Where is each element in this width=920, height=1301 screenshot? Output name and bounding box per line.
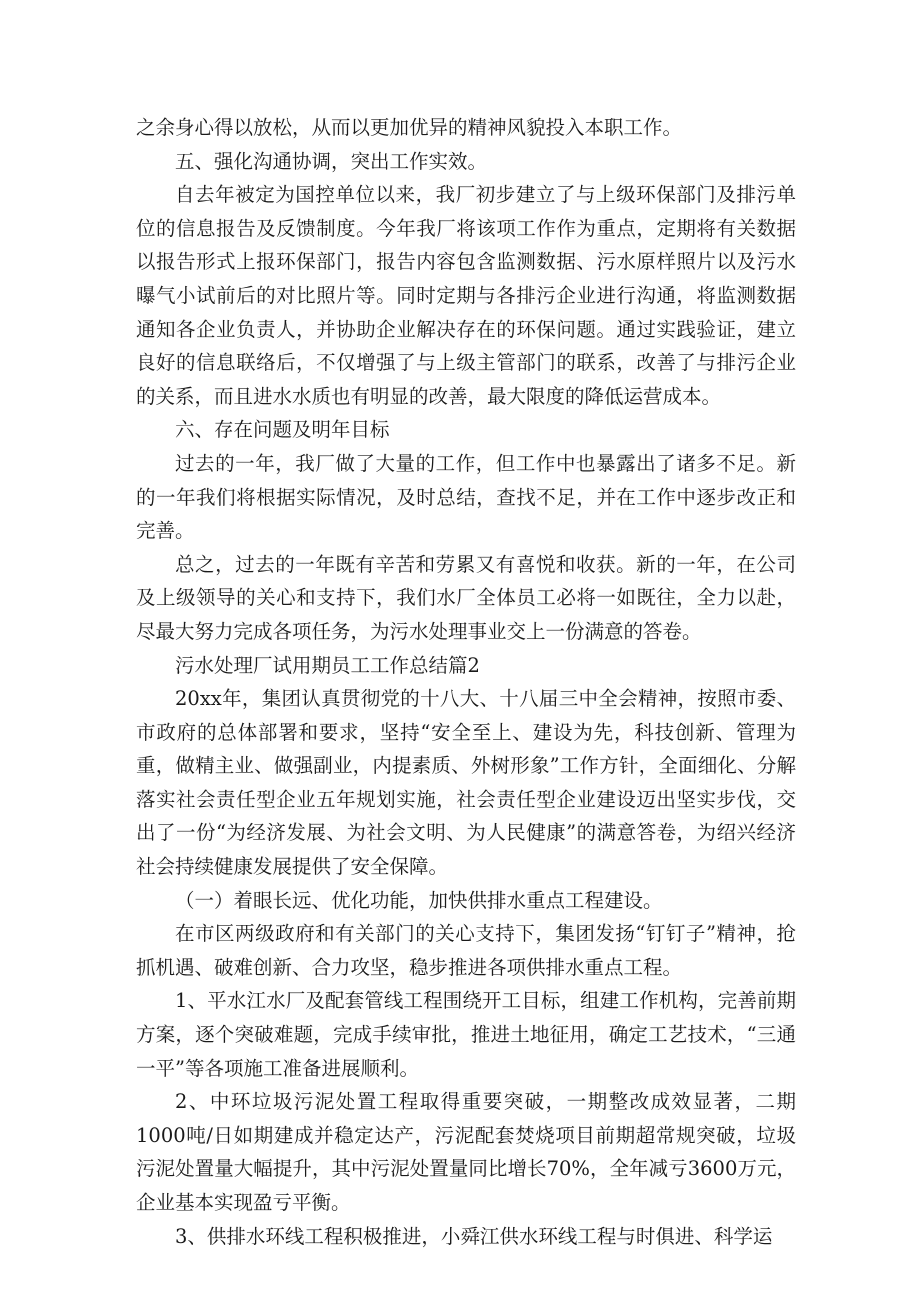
article-title-part2: 污水处理厂试用期员工工作总结篇2 — [175, 653, 480, 677]
subsection-heading-one: （一）着眼长远、优化功能，加快供排水重点工程建设。 — [175, 888, 663, 912]
list-item-1: 1、平水江水厂及配套管线工程围绕开工目标，组建工作机构，完善前期方案，逐个突破难题，完成手续审批，推进土地征用，确定工艺技术，“三通一平”等各项施工准备进展顺利。 — [136, 989, 796, 1080]
paragraph-summary: 总之，过去的一年既有辛苦和劳累又有喜悦和收获。新的一年，在公司及上级领导的关心和支持下，我们水厂全体员工必将一如既往，全力以赴，尽最大努力完成各项任务，为污水处理事业交上一份满意的答卷。 — [136, 552, 796, 643]
paragraph-problems: 过去的一年，我厂做了大量的工作，但工作中也暴露出了诸多不足。新的一年我们将根据实际情况，及时总结，查找不足，并在工作中逐步改正和完善。 — [136, 451, 796, 543]
document-body — [136, 111, 796, 1253]
section-heading-five: 五、强化沟通协调，突出工作实效。 — [175, 149, 488, 173]
list-item-2: 2、中环垃圾污泥处置工程取得重要突破，一期整改成效显著，二期1000吨/日如期建成并稳定达产，污泥配套焚烧项目前期超常规突破，垃圾污泥处置量大幅提升，其中污泥处置量同比增长70%，全年减亏3600万元，企业基本实现盈亏平衡。 — [136, 1090, 796, 1214]
paragraph-continuation: 之余身心得以放松，从而以更加优异的精神风貌投入本职工作。 — [136, 116, 683, 139]
list-item-3: 3、供排水环线工程积极推进，小舜江供水环线工程与时俱进、科学运 — [175, 1224, 773, 1248]
paragraph-key-projects: 在市区两级政府和有关部门的关心支持下，集团发扬“钉钉子”精神，抢抓机遇、破难创新、合力攻坚，稳步推进各项供排水重点工程。 — [136, 922, 796, 979]
section-heading-six: 六、存在问题及明年目标 — [175, 418, 390, 442]
paragraph-annual-overview: 20xx年，集团认真贯彻党的十八大、十八届三中全会精神，按照市委、市政府的总体部署和要求，坚持“安全至上、建设为先，科技创新、管理为重，做精主业、做强副业，内提素质、外树形象”工作方针，全面细化、分解落实社会责任型企业五年规划实施，社会责任型企业建设迈出坚实步伐，交出了一份“为经济发展、为社会文明、为人民健康”的满意答卷，为绍兴经济社会持续健康发展提供了安全保障。 — [136, 687, 796, 879]
paragraph-communication: 自去年被定为国控单位以来，我厂初步建立了与上级环保部门及排污单位的信息报告及反馈制度。今年我厂将该项工作作为重点，定期将有关数据以报告形式上报环保部门，报告内容包含监测数据、污水原样照片以及污水曝气小试前后的对比照片等。同时定期与各排污企业进行沟通，将监测数据通知各企业负责人，并协助企业解决存在的环保问题。通过实践验证，建立良好的信息联络后，不仅增强了与上级主管部门的联系，改善了与排污企业的关系，而且进水水质也有明显的改善，最大限度的降低运营成本。 — [136, 183, 796, 408]
